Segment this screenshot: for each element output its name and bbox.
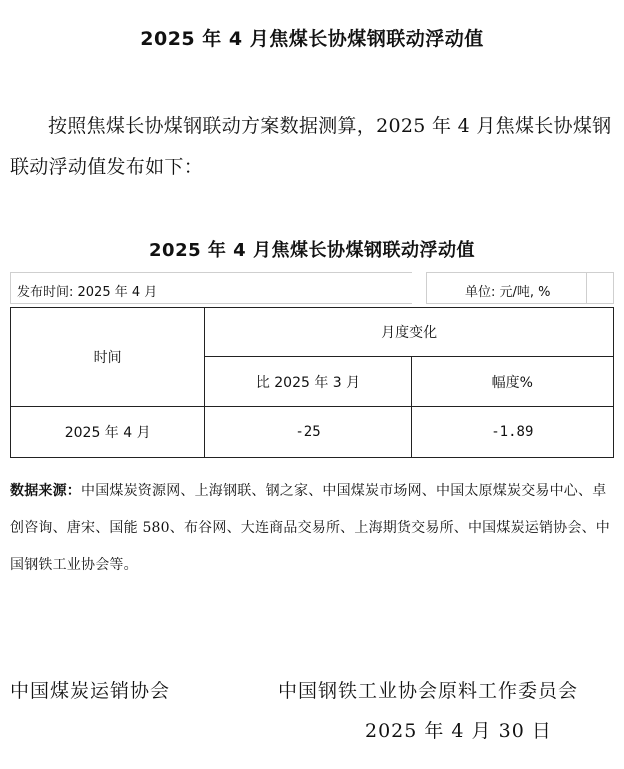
unit-label: 单位: 元/吨, %: [465, 285, 551, 300]
data-table: [10, 307, 614, 458]
signature-right-org: 中国钢铁工业协会原料工作委员会: [278, 680, 579, 702]
header-vs-march: 比 2025 年 3 月: [205, 357, 411, 407]
header-monthly-change: 月度变化: [205, 308, 614, 357]
signature-date: 2025 年 4 月 30 日: [365, 720, 552, 742]
meta-cell-empty: [586, 272, 614, 304]
table-row: [11, 407, 614, 458]
data-source-text: 中国煤炭资源网、上海钢联、钢之家、中国煤炭市场网、中国太原煤炭交易中心、卓创咨询、唐宋、国能 580、布谷网、大连商品交易所、上海期货交易所、中国煤炭运销协会、中国钢铁工业协会等。: [10, 483, 610, 573]
cell-change: -25: [205, 407, 411, 458]
intro-paragraph: 按照焦煤长协煤钢联动方案数据测算，2025 年 4 月焦煤长协煤钢联动浮动值发布如下：: [10, 115, 612, 178]
publish-time-label: 发布时间: 2025 年 4 月: [17, 285, 158, 300]
data-source-label: 数据来源：: [10, 483, 81, 499]
meta-cell-publish: [10, 272, 412, 304]
meta-cell-unit: [426, 272, 586, 304]
signature-left-org: 中国煤炭运销协会: [10, 680, 171, 702]
data-source-note: [10, 473, 614, 584]
cell-time: 2025 年 4 月: [11, 407, 205, 458]
table-header-row: [11, 308, 614, 357]
table-title: 2025 年 4 月焦煤长协煤钢联动浮动值: [149, 240, 475, 261]
header-magnitude: 幅度%: [411, 357, 613, 407]
header-time: 时间: [11, 308, 205, 407]
table-meta-row: [10, 272, 614, 305]
cell-magnitude: -1.89: [411, 407, 613, 458]
page-title: 2025 年 4 月焦煤长协煤钢联动浮动值: [140, 28, 484, 50]
